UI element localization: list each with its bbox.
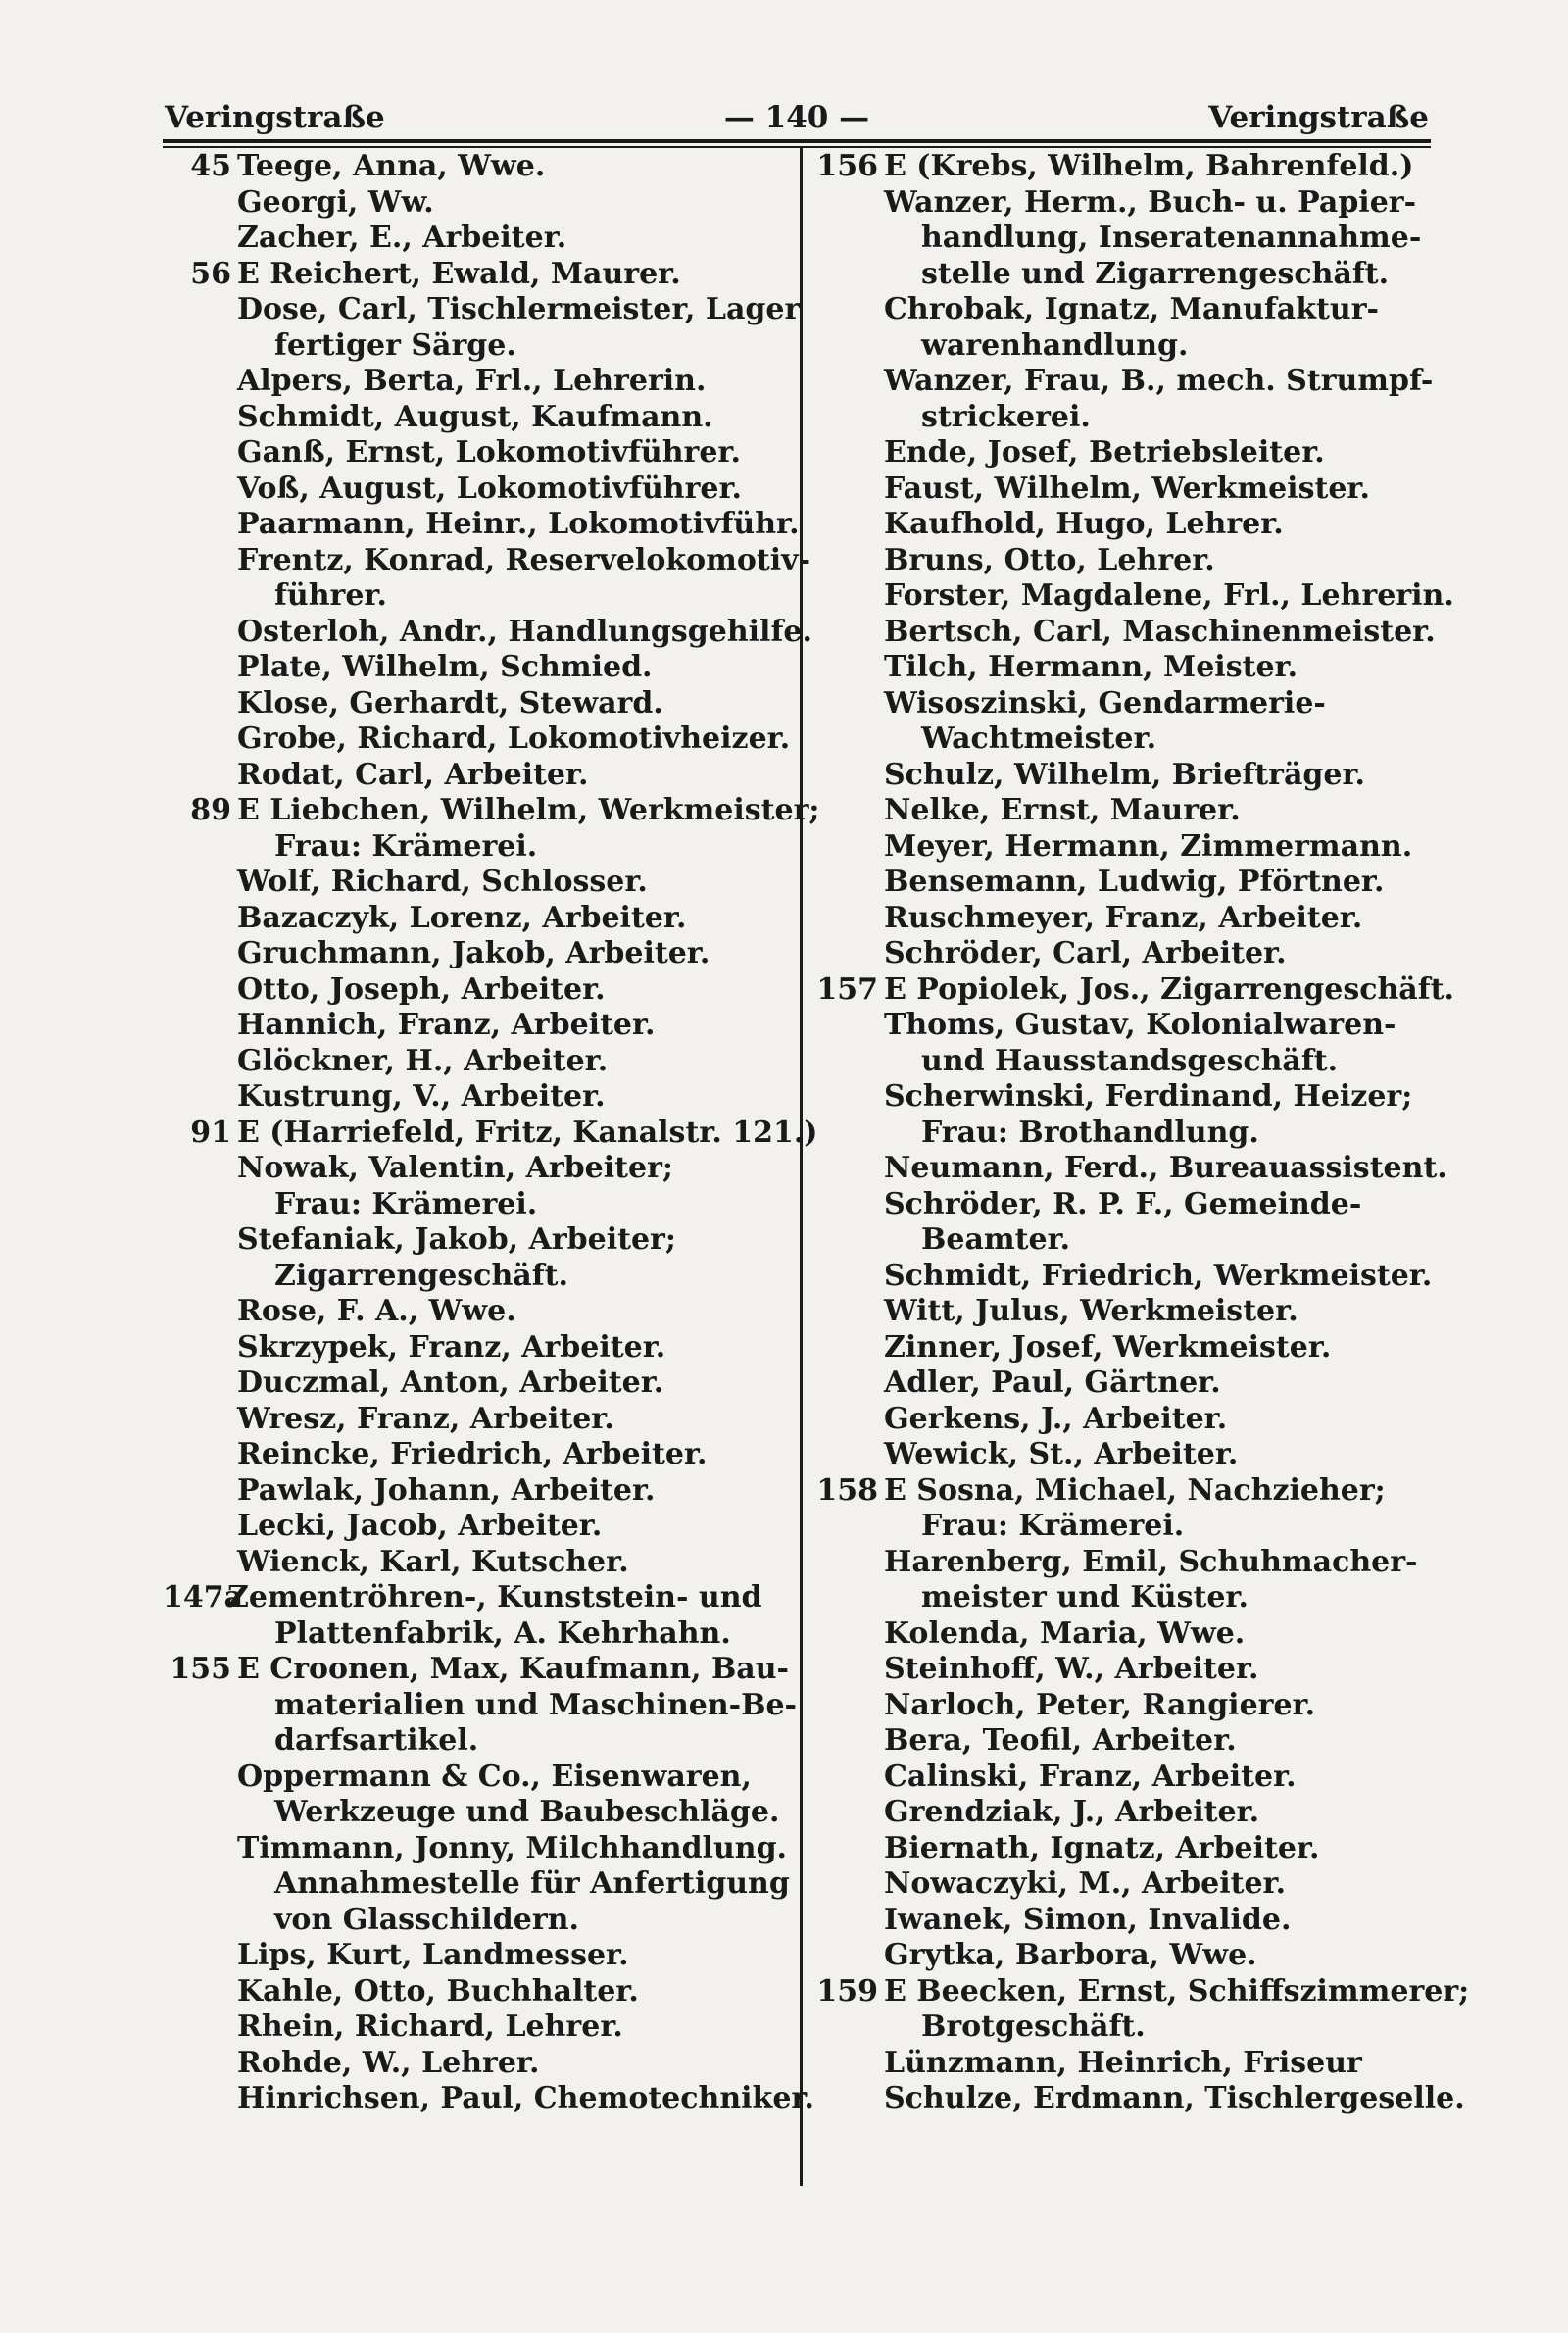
entry-text: Steinhoff, W., Arbeiter. <box>884 1652 1259 1686</box>
entry-continuation: führer. <box>274 578 387 613</box>
page-header <box>165 100 1429 139</box>
entry-line <box>163 1187 790 1223</box>
entry-continuation: Frau: Brothandlung. <box>921 1115 1259 1150</box>
entry-text: Wewick, St., Arbeiter. <box>884 1437 1239 1471</box>
entry-line <box>163 221 790 257</box>
entry-line <box>163 1545 790 1581</box>
entry-line <box>809 758 1433 794</box>
entry-continuation: Brotgeschäft. <box>921 2010 1146 2044</box>
entry-text: Bruns, Otto, Lehrer. <box>884 542 1215 577</box>
entry-text: Rodat, Carl, Arbeiter. <box>237 757 589 792</box>
entry-text: Gruchmann, Jakob, Arbeiter. <box>237 936 710 970</box>
house-number: 45 <box>190 149 231 183</box>
entry-line <box>809 1938 1433 1974</box>
entry-line <box>809 1973 1470 2010</box>
house-number: 155 <box>170 1652 231 1686</box>
entry-text: Grytka, Barbora, Wwe. <box>884 1938 1257 1972</box>
entry-line <box>809 435 1433 472</box>
entry-text: Gerkens, J., Arbeiter. <box>884 1401 1228 1436</box>
entry-line <box>809 1652 1433 1688</box>
header-street-left: Veringstraße <box>165 100 385 135</box>
entry-text: Zinner, Josef, Werkmeister. <box>884 1329 1332 1365</box>
entry-text: Stefaniak, Jakob, Arbeiter; <box>237 1222 676 1257</box>
entry-text: Klose, Gerhardt, Steward. <box>237 685 663 720</box>
entry-text: E (Harriefeld, Fritz, Kanalstr. 121.) <box>237 1115 818 1150</box>
entry-line <box>809 1903 1433 1939</box>
entry-text: Grobe, Richard, Lokomotivheizer. <box>237 721 791 756</box>
entry-text: Lips, Kurt, Landmesser. <box>237 1938 629 1972</box>
header-rule-thick <box>163 139 1431 143</box>
entry-line <box>163 650 790 686</box>
entry-line <box>809 901 1433 937</box>
house-number: 158 <box>816 1472 878 1508</box>
entry-text: Pawlak, Johann, Arbeiter. <box>237 1472 656 1508</box>
entry-line <box>163 686 790 722</box>
entry-text: Plate, Wilhelm, Schmied. <box>237 650 653 684</box>
entry-line <box>809 1365 1433 1402</box>
entry-text: Wanzer, Herm., Buch- u. Papier- <box>884 184 1417 220</box>
entry-line <box>163 1259 790 1295</box>
entry-text: Kustrung, V., Arbeiter. <box>237 1079 606 1114</box>
entry-line <box>809 1723 1433 1760</box>
entry-text: Lünzmann, Heinrich, Friseur <box>884 2045 1362 2080</box>
entry-line <box>809 686 1433 722</box>
entry-line <box>163 542 811 579</box>
entry-text: Witt, Julus, Werkmeister. <box>884 1294 1298 1328</box>
entry-line <box>809 1008 1433 1044</box>
entry-continuation: Plattenfabrik, A. Kehrhahn. <box>274 1615 731 1651</box>
entry-line <box>163 1580 790 1616</box>
entry-line <box>809 1473 1433 1510</box>
entry-text: Forster, Magdalene, Frl., Lehrerin. <box>884 578 1454 613</box>
entry-text: Neumann, Ferd., Bureauassistent. <box>884 1151 1447 1185</box>
entry-text: Wienck, Karl, Kutscher. <box>237 1544 629 1579</box>
entry-continuation: strickerei. <box>921 399 1091 434</box>
header-street-right: Veringstraße <box>1208 100 1429 135</box>
entry-text: Schröder, Carl, Arbeiter. <box>884 936 1287 970</box>
entry-line <box>809 2010 1433 2046</box>
entry-line <box>809 1079 1433 1116</box>
entry-line <box>809 1831 1433 1867</box>
entry-continuation: handlung, Inseratenannahme- <box>921 221 1422 255</box>
entry-line <box>809 793 1433 829</box>
entry-text: Duczmal, Anton, Arbeiter. <box>237 1365 664 1400</box>
entry-line <box>163 1687 798 1724</box>
page-number: — 140 — <box>723 100 870 135</box>
entry-text: Nowaczyki, M., Arbeiter. <box>884 1866 1287 1901</box>
entry-text: Wanzer, Frau, B., mech. Strumpf- <box>884 364 1434 398</box>
entry-line <box>163 1222 790 1259</box>
entry-line <box>163 292 801 328</box>
entry-text: Osterloh, Andr., Handlungsgehilfe. <box>237 614 812 649</box>
entry-line <box>163 1760 790 1796</box>
entry-line <box>809 149 1433 185</box>
entry-line <box>809 543 1433 579</box>
right-column <box>809 149 1470 2117</box>
entry-text: Schmidt, August, Kaufmann. <box>237 399 713 434</box>
entry-text: Ruschmeyer, Franz, Arbeiter. <box>884 900 1363 935</box>
entry-text: Wisoszinski, Gendarmerie- <box>884 685 1326 720</box>
entry-line <box>809 1151 1447 1187</box>
entry-text: Nelke, Ernst, Maurer. <box>884 793 1241 827</box>
entry-line <box>163 1437 790 1473</box>
entry-line <box>809 829 1433 866</box>
entry-text: Teege, Anna, Wwe. <box>237 149 546 183</box>
entry-line <box>163 472 790 508</box>
entry-line <box>809 578 1454 615</box>
entry-continuation: Frau: Krämerei. <box>274 828 538 864</box>
entry-text: Narloch, Peter, Rangierer. <box>884 1687 1316 1722</box>
entry-line <box>163 578 790 615</box>
entry-continuation: Frau: Krämerei. <box>921 1509 1185 1543</box>
entry-line <box>809 364 1433 400</box>
entry-text: E (Krebs, Wilhelm, Bahrenfeld.) <box>884 149 1414 183</box>
entry-line <box>809 1437 1433 1473</box>
entry-line <box>809 185 1433 222</box>
entry-line <box>809 971 1454 1009</box>
entry-text: Oppermann & Co., Eisenwaren, <box>237 1759 752 1794</box>
entry-continuation: Annahmestelle für Anfertigung <box>274 1866 790 1901</box>
entry-line <box>809 257 1433 293</box>
entry-text: Paarmann, Heinr., Lokomotivführ. <box>237 507 800 541</box>
entry-text: Biernath, Ignatz, Arbeiter. <box>884 1830 1320 1865</box>
entry-text: Scherwinski, Ferdinand, Heizer; <box>884 1079 1413 1114</box>
entry-text: E Croonen, Max, Kaufmann, Bau- <box>237 1652 790 1686</box>
entry-line <box>163 1008 790 1044</box>
entry-text: Alpers, Berta, Frl., Lehrerin. <box>237 364 707 398</box>
entry-continuation: warenhandlung. <box>921 327 1189 363</box>
entry-text: Wolf, Richard, Schlosser. <box>237 865 648 899</box>
entry-line <box>163 507 800 543</box>
entry-continuation: Frau: Krämerei. <box>274 1186 538 1221</box>
entry-continuation: fertiger Särge. <box>274 327 516 363</box>
entry-line <box>809 1294 1433 1330</box>
entry-line <box>163 1938 790 1974</box>
entry-text: Bazaczyk, Lorenz, Arbeiter. <box>237 900 687 935</box>
entry-text: Wresz, Franz, Arbeiter. <box>237 1401 614 1436</box>
entry-text: Kaufhold, Hugo, Lehrer. <box>884 507 1284 541</box>
entry-line <box>809 650 1433 686</box>
entry-line <box>163 1294 790 1330</box>
entry-line <box>163 1795 790 1831</box>
entry-text: Zementröhren-, Kunststein- und <box>227 1580 762 1614</box>
entry-text: Faust, Wilhelm, Werkmeister. <box>884 471 1370 506</box>
left-column <box>163 149 820 2117</box>
entry-text: Chrobak, Ignatz, Manufaktur- <box>884 292 1379 326</box>
entry-continuation: stelle und Zigarrengeschäft. <box>921 256 1390 291</box>
entry-line <box>163 1509 790 1545</box>
entry-line <box>163 1365 790 1402</box>
entry-continuation: Werkzeuge und Baubeschläge. <box>274 1795 780 1829</box>
entry-text: Glöckner, H., Arbeiter. <box>237 1043 609 1078</box>
entry-continuation: Beamter. <box>921 1222 1071 1257</box>
entry-text: Grendziak, J., Arbeiter. <box>884 1795 1260 1829</box>
entry-line <box>163 435 790 472</box>
entry-line <box>809 865 1433 901</box>
entry-line <box>163 2010 790 2046</box>
entry-line <box>163 1402 790 1438</box>
entry-line <box>809 1760 1433 1796</box>
entry-text: Rhein, Richard, Lehrer. <box>237 2010 623 2044</box>
entry-line <box>809 1688 1433 1724</box>
entry-line <box>163 614 812 651</box>
entry-text: Timmann, Jonny, Milchhandlung. <box>237 1830 787 1865</box>
entry-line <box>163 1652 790 1688</box>
entry-text: Schulz, Wilhelm, Briefträger. <box>884 757 1365 792</box>
entry-line <box>163 1723 790 1760</box>
entry-line <box>809 1116 1433 1152</box>
house-number: 56 <box>190 256 231 291</box>
entry-line <box>163 1866 790 1903</box>
entry-line <box>163 829 790 866</box>
entry-text: Dose, Carl, Tischlermeister, Lager <box>237 292 801 326</box>
entry-text: Harenberg, Emil, Schuhmacher- <box>884 1544 1418 1579</box>
entry-line <box>809 1330 1433 1366</box>
entry-line <box>163 1473 790 1510</box>
entry-continuation: meister und Küster. <box>921 1580 1249 1614</box>
entry-line <box>809 1545 1433 1581</box>
entry-text: Iwanek, Simon, Invalide. <box>884 1902 1292 1937</box>
house-number: 147a <box>163 1580 244 1614</box>
house-number: 159 <box>816 1973 878 2009</box>
entry-line <box>809 936 1433 972</box>
entry-line <box>809 721 1433 758</box>
entry-text: Skrzypek, Franz, Arbeiter. <box>237 1329 666 1365</box>
entry-continuation: darfsartikel. <box>274 1723 479 1758</box>
header-rule-thin <box>163 146 1431 148</box>
entry-text: E Reichert, Ewald, Maurer. <box>237 256 681 291</box>
entry-text: Calinski, Franz, Arbeiter. <box>884 1759 1297 1794</box>
entry-text: Bera, Teofil, Arbeiter. <box>884 1723 1237 1758</box>
entry-line <box>163 364 790 400</box>
entry-continuation: Zigarrengeschäft. <box>274 1258 568 1293</box>
entry-text: Rohde, W., Lehrer. <box>237 2045 540 2080</box>
entry-text: Thoms, Gustav, Kolonialwaren- <box>884 1008 1396 1042</box>
entry-continuation: Wachtmeister. <box>921 721 1157 756</box>
entry-text: Schmidt, Friedrich, Werkmeister. <box>884 1258 1433 1293</box>
entry-line <box>809 1402 1433 1438</box>
entry-text: Frentz, Konrad, Reservelokomotiv- <box>237 542 811 577</box>
entry-line <box>809 1509 1433 1545</box>
entry-line <box>163 185 790 222</box>
entry-text: Reincke, Friedrich, Arbeiter. <box>237 1437 708 1471</box>
entry-line <box>809 400 1433 436</box>
entry-line <box>163 1115 818 1152</box>
entry-text: Hannich, Franz, Arbeiter. <box>237 1008 656 1042</box>
house-number: 156 <box>816 149 878 183</box>
house-number: 91 <box>190 1115 231 1150</box>
entry-text: E Sosna, Michael, Nachzieher; <box>884 1472 1386 1508</box>
entry-line <box>809 2081 1465 2117</box>
entry-text: E Liebchen, Wilhelm, Werkmeister; <box>237 793 820 827</box>
entry-line <box>809 472 1433 508</box>
entry-line <box>809 614 1436 651</box>
entry-line <box>809 507 1433 543</box>
entry-line <box>163 936 790 972</box>
entry-text: Hinrichsen, Paul, Chemotechniker. <box>237 2081 814 2115</box>
entry-line <box>163 2081 814 2117</box>
entry-text: E Beecken, Ernst, Schiffszimmerer; <box>884 1973 1470 2009</box>
entry-text: Rose, F. A., Wwe. <box>237 1294 516 1328</box>
entry-line <box>163 758 790 794</box>
entry-continuation: und Hausstandsgeschäft. <box>921 1043 1339 1078</box>
entry-line <box>809 1795 1433 1831</box>
entry-line <box>809 1222 1433 1259</box>
entry-continuation: materialien und Maschinen-Be- <box>274 1687 798 1722</box>
entry-line <box>809 1187 1433 1223</box>
entry-line <box>163 1974 790 2010</box>
entry-text: Georgi, Ww. <box>237 184 434 220</box>
entry-text: Adler, Paul, Gärtner. <box>884 1365 1221 1400</box>
entry-text: Kolenda, Maria, Wwe. <box>884 1615 1246 1651</box>
entry-line <box>163 721 790 758</box>
entry-line <box>163 257 790 293</box>
entry-line <box>163 2046 790 2082</box>
entry-text: Schröder, R. P. F., Gemeinde- <box>884 1186 1362 1221</box>
entry-text: Ganß, Ernst, Lokomotivführer. <box>237 435 741 470</box>
column-divider <box>800 147 803 2186</box>
entry-continuation: von Glasschildern. <box>274 1902 579 1937</box>
entry-line <box>809 1580 1433 1616</box>
entry-text: E Popiolek, Jos., Zigarrengeschäft. <box>884 971 1454 1007</box>
entry-line <box>809 1259 1433 1295</box>
entry-line <box>163 1079 790 1116</box>
entry-line <box>163 1903 790 1939</box>
entry-line <box>809 1044 1433 1080</box>
entry-line <box>163 149 790 185</box>
entry-line <box>163 901 790 937</box>
entry-line <box>163 1044 790 1080</box>
entry-text: Tilch, Hermann, Meister. <box>884 650 1298 684</box>
entry-line <box>163 1831 790 1867</box>
entry-text: Kahle, Otto, Buchhalter. <box>237 1973 639 2009</box>
entry-line <box>163 328 790 365</box>
entry-line <box>809 328 1433 365</box>
entry-text: Otto, Joseph, Arbeiter. <box>237 971 606 1007</box>
entry-text: Zacher, E., Arbeiter. <box>237 221 567 255</box>
entry-text: Bertsch, Carl, Maschinenmeister. <box>884 614 1436 649</box>
entry-line <box>163 1151 790 1187</box>
entry-text: Voß, August, Lokomotivführer. <box>237 471 742 506</box>
entry-line <box>163 865 790 901</box>
house-number: 157 <box>816 971 878 1007</box>
entry-line <box>809 1616 1433 1653</box>
entry-line <box>163 1330 790 1366</box>
entry-text: Schulze, Erdmann, Tischlergeselle. <box>884 2081 1465 2115</box>
entry-line <box>809 1866 1433 1903</box>
entry-text: Meyer, Hermann, Zimmermann. <box>884 828 1413 864</box>
entry-text: Lecki, Jacob, Arbeiter. <box>237 1509 603 1543</box>
entry-text: Bensemann, Ludwig, Pförtner. <box>884 865 1385 899</box>
entry-text: Nowak, Valentin, Arbeiter; <box>237 1151 673 1185</box>
entry-text: Ende, Josef, Betriebsleiter. <box>884 435 1325 470</box>
entry-line <box>163 400 790 436</box>
entry-line <box>163 1616 790 1653</box>
entry-line <box>809 221 1433 257</box>
entry-line <box>163 793 820 829</box>
entry-line <box>163 972 790 1009</box>
entry-line <box>809 2046 1433 2082</box>
house-number: 89 <box>190 793 231 827</box>
entry-line <box>809 292 1433 328</box>
